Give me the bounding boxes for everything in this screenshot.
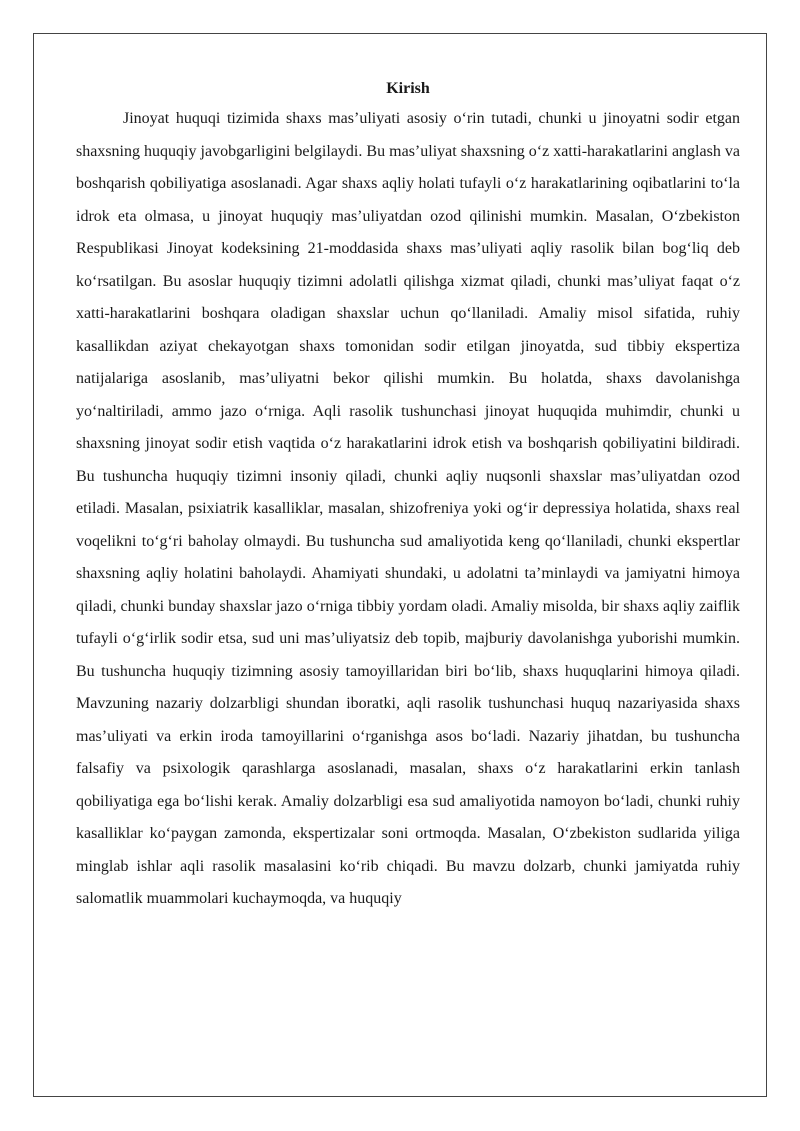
body-paragraph: Jinoyat huquqi tizimida shaxs mas’uliyati asosiy o‘rin tutadi, chunki u jinoyatni sodir etgan shaxsning huquqiy javobgarligini belgilaydi. Bu mas’uliyat shaxsning o‘z xatti-harakatlarini anglash va boshqarish qobiliyatiga asoslanadi. Agar shaxs aqliy holati tufayli o‘z harakatlarining oqibatlarini to‘la idrok eta olmasa, u jinoyat huquqiy mas’uliyatdan ozod qilinishi mumkin. Masalan, O‘zbekiston Respublikasi Jinoyat kodeksining 21-moddasida shaxs mas’uliyati aqliy rasolik bilan bog‘liq deb ko‘rsatilgan. Bu asoslar huquqiy tizimni adolatli qilishga xizmat qiladi, chunki mas’uliyat faqat o‘z xatti-harakatlarini boshqara oladigan shaxslar uchun qo‘llaniladi. Amaliy misol sifatida, ruhiy kasallikdan aziyat chekayotgan shaxs tomonidan sodir etilgan jinoyatda, sud tibbiy ekspertiza natijalariga asoslanib, mas’uliyatni bekor qilishi mumkin. Bu holatda, shaxs davolanishga yo‘naltiriladi, ammo jazo o‘rniga. Aqli rasolik tushunchasi jinoyat huquqida muhimdir, chunki u shaxsning jinoyat sodir etish vaqtida o‘z harakatlarini idrok etish va boshqarish qobiliyatini bildiradi. Bu tushuncha huquqiy tizimni insoniy qiladi, chunki aqliy nuqsonli shaxslar mas’uliyatdan ozod etiladi. Masalan, psixiatrik kasalliklar, masalan, shizofreniya yoki og‘ir depressiya holatida, shaxs real voqelikni to‘g‘ri baholay olmaydi. Bu tushuncha sud amaliyotida keng qo‘llaniladi, chunki ekspertlar shaxsning aqliy holatini baholaydi. Ahamiyati shundaki, u adolatni ta’minlaydi va jamiyatni himoya qiladi, chunki bunday shaxslar jazo o‘rniga tibbiy yordam oladi. Amaliy misolda, bir shaxs aqliy zaiflik tufayli o‘g‘irlik sodir etsa, sud uni mas’uliyatsiz deb topib, majburiy davolanishga yuborishi mumkin. Bu tushuncha huquqiy tizimning asosiy tamoyillaridan biri bo‘lib, shaxs huquqlarini himoya qiladi. Mavzuning nazariy dolzarbligi shundan iboratki, aqli rasolik tushunchasi huquq nazariyasida shaxs mas’uliyati va erkin iroda tamoyillarini o‘rganishga asos bo‘ladi. Nazariy jihatdan, bu tushuncha falsafiy va psixologik qarashlarga asoslanadi, masalan, shaxs o‘z harakatlarini erkin tanlash qobiliyatiga ega bo‘lishi kerak. Amaliy dolzarbligi esa sud amaliyotida namoyon bo‘ladi, chunki ruhiy kasalliklar ko‘paygan zamonda, ekspertizalar soni ortmoqda. Masalan, O‘zbekiston sudlarida yiliga minglab ishlar aqli rasolik masalasini ko‘rib chiqadi. Bu mavzu dolzarb, chunki jamiyatda ruhiy salomatlik muammolari kuchaymoqda, va huquqiy [76,110,740,907]
document-body [76,76,740,916]
section-title: Kirish [386,80,430,97]
